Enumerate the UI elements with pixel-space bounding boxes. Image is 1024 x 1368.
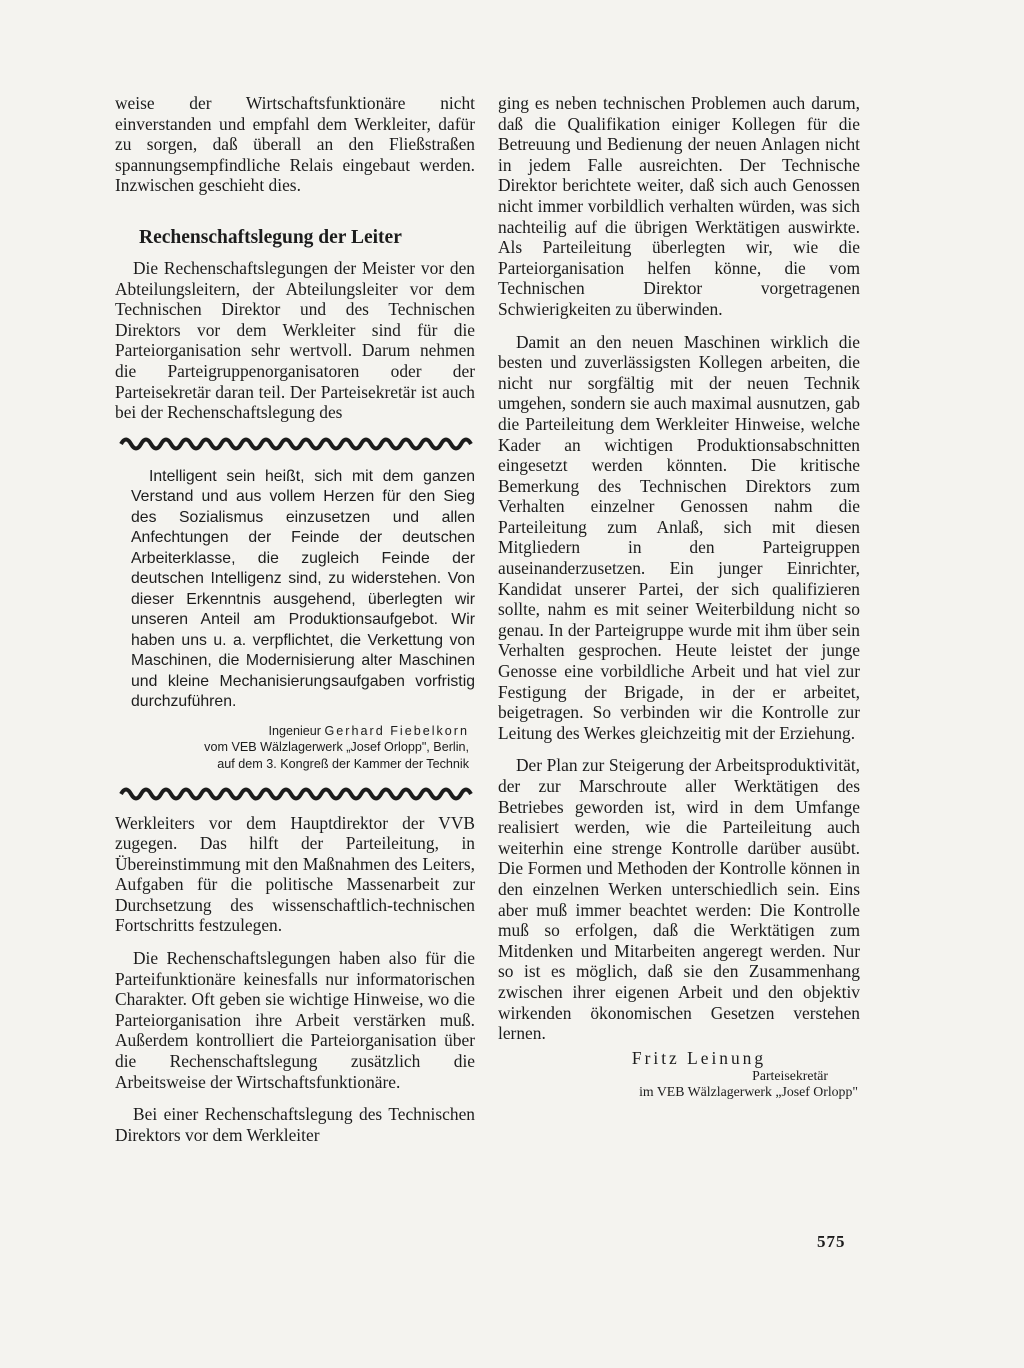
credit-name: Gerhard Fiebelkorn (324, 723, 469, 738)
paragraph: Die Rechenschaftslegungen haben also für die Parteifunktionäre keinesfalls nur informatorischen Charakter. Oft geben sie wichtige Hinweise, wo die Parteiorganisation ihre Arbeit verstärken muß. Außerdem kontrolliert die Parteiorganisation über die Rechenschaftslegung zusätzlich die Arbeitsweise der Wirtschaftsfunktionäre. (115, 948, 475, 1092)
paragraph: Bei einer Rechenschaftslegung des Technischen Direktors vor dem Werkleiter (115, 1104, 475, 1145)
signature-org: im VEB Wälzlagerwerk „Josef Orlopp" (639, 1084, 858, 1100)
paragraph: Die Rechenschaftslegungen der Meister vor den Abteilungsleitern, der Abteilungsleiter vor dem Technischen Direktor und des Technischen Direktors vor dem Werkleiter sind für die Parteiorganisation sehr wertvoll. Darum nehmen die Parteigruppenorganisatoren oder der Parteisekretär daran teil. Der Parteisekretär ist auch bei der Rechenschaftslegung des (115, 257, 475, 423)
signature-role: Parteisekretär (752, 1068, 828, 1084)
quote-text: Intelligent sein heißt, sich mit dem ganzen Verstand und aus vollem Herzen für den Sieg des Sozialismus einzusetzen und allen Anfechtungen der Feinde der deutschen Arbeiterklasse, die zugleich Feinde der deutschen Intelligenz sind, zu widerstehen. Von dieser Erkenntnis ausgehend, überlegten wir unseren Anteil am Produktionsaufgebot. Wir haben uns u. a. verpflichtet, die Verkettung von Maschinen, die Modernisierung alter Maschinen und kleine Mechanisierungsaufgaben vorfristig durchzuführen. (131, 467, 475, 711)
credit-line: auf dem 3. Kongreß der Kammer der Technik (217, 756, 469, 771)
credit-line: vom VEB Wälzlagerwerk „Josef Orlopp", Berlin, (204, 740, 469, 755)
paragraph: Werkleiters vor dem Hauptdirektor der VVB zugegen. Das hilft der Parteileitung, in Übereinstimmung mit den Maßnahmen des Leiters, Aufgaben für die politische Massenarbeit zur Durchsetzung des wissenschaftlich-technischen Fortschritts festzulegen. (115, 812, 475, 936)
quote-credit (115, 723, 469, 773)
credit-prefix: Ingenieur (268, 723, 321, 738)
quote-box (115, 453, 475, 773)
paragraph: weise der Wirtschaftsfunktionäre nicht einverstanden und empfahl dem Werkleiter, dafür zu sorgen, daß überall an den Fließstraßen spannungsempfindliche Relais eingebaut werden. Inzwischen geschieht dies. (115, 93, 475, 196)
paragraph: Damit an den neuen Maschinen wirklich die besten und zuverlässigsten Kollegen arbeiten, die nicht nur sorgfältig mit der neuen Technik umgehen, sondern sie auch maximal ausnutzen, gab die Parteileitung dem Werkleiter Hinweise, welche Kader an wichtigen Produktionsabschnitten eingesetzt werden könnten. Die kritische Bemerkung des Technischen Direktors zum Verhalten einzelner Genossen nahm die Parteileitung zum Anlaß, sich mit diesen Mitgliedern in den Parteigruppen auseinanderzusetzen. Ein junger Einrichter, Kandidat unserer Partei, der sich qualifizieren sollte, nahm es mit seiner Weiterbildung nicht so genau. In der Parteigruppe wurde mit ihm über sein Verhalten gesprochen. Heute leistet der junge Genosse eine vorbildliche Arbeit und hat viel zur Festigung der Brigade, in der er arbeitet, beigetragen. So verbinden wir die Kontrolle zur Leitung des Werkes gleichzeitig mit der Erziehung. (498, 331, 860, 743)
paragraph: Der Plan zur Steigerung der Arbeitsproduktivität, der zur Marschroute aller Werktätigen des Betriebes geworden ist, wird in dem Umfange realisiert werden, wie die Parteileitung auch weiterhin eine strenge Kontrolle darüber ausübt. Die Formen und Methoden der Kontrolle können in den einzelnen Werken unterschiedlich sein. Eins aber muß immer beachtet werden: Die Kontrolle muß so erfolgen, daß die Werktätigen zum Mitdenken und Mitarbeiten angeregt werden. Nur so ist es möglich, daß sie den Zusammenhang zwischen ihrer eigenen Arbeit und den objektiv wirkenden ökonomischen Gesetzen verstehen lernen. (498, 755, 860, 1044)
signature-name: Fritz Leinung (631, 1047, 767, 1068)
signature-block (498, 1048, 860, 1101)
left-column (115, 93, 475, 1145)
wavy-divider-top (119, 435, 475, 453)
page-number: 575 (817, 1232, 846, 1251)
section-heading: Rechenschaftslegung der Leiter (139, 226, 402, 248)
wavy-divider-bottom (119, 785, 475, 803)
right-column (498, 93, 860, 1100)
paragraph: ging es neben technischen Problemen auch darum, daß die Qualifikation einiger Kollegen für die Betreuung und Bedienung der neuen Anlagen nicht in jedem Falle ausreichten. Der Technische Direktor berichtete weiter, daß sich auch Genossen nicht immer vorbildlich verhalten würden, was sich nachteilig auf die übrigen Werktätigen auswirkte. Als Parteileitung überlegten wir, wie die Parteiorganisation helfen könne, die vom Technischen Direktor vorgetragenen Schwierigkeiten zu überwinden. (498, 93, 860, 319)
